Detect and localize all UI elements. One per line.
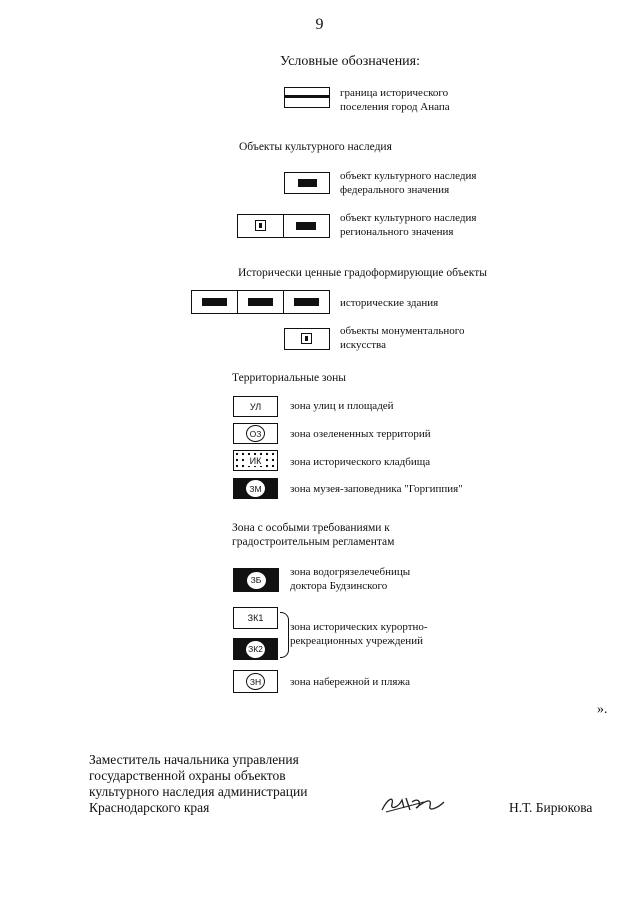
zone-zk1-symbol bbox=[233, 607, 278, 629]
historic-buildings-label: исторические здания bbox=[340, 297, 439, 309]
special-zones-title-line1: Зона с особыми требованиями к bbox=[232, 522, 390, 534]
zone-oz-label: зона озелененных территорий bbox=[290, 428, 431, 440]
zone-zk-label bbox=[290, 620, 428, 648]
handwritten-signature bbox=[376, 790, 448, 816]
zone-zk1-code: ЗК1 bbox=[247, 613, 264, 623]
zone-zb-code: ЗБ bbox=[247, 572, 266, 589]
zone-zn-label: зона набережной и пляжа bbox=[290, 676, 410, 688]
valuable-objects-section-title: Исторически ценные градоформирующие объекты bbox=[238, 267, 487, 279]
regional-heritage-label-line2: регионального значения bbox=[340, 226, 454, 238]
federal-heritage-label-line2: федерального значения bbox=[340, 184, 450, 196]
signatory-position-line1: Заместитель начальника управления bbox=[89, 752, 299, 767]
zone-zb-label-line2: доктора Будзинского bbox=[290, 580, 388, 592]
zone-zb-symbol bbox=[233, 568, 279, 592]
zone-zm-symbol bbox=[233, 478, 278, 499]
signatory-position-line3: культурного наследия администрации bbox=[89, 784, 308, 799]
historic-building-cell bbox=[192, 291, 238, 313]
monumental-art-label-line2: искусства bbox=[340, 339, 386, 351]
zone-zk-label-line2: рекреационных учреждений bbox=[290, 635, 423, 647]
signatory-position bbox=[89, 752, 307, 816]
historic-building-mark bbox=[202, 298, 227, 306]
boundary-symbol bbox=[284, 87, 330, 108]
zone-oz-code: ОЗ bbox=[246, 425, 265, 442]
zone-zm-code: ЗМ bbox=[246, 480, 265, 497]
regional-heritage-label-line1: объект культурного наследия bbox=[340, 212, 477, 224]
monument-icon bbox=[255, 220, 266, 231]
zone-zb-label bbox=[290, 565, 410, 593]
territorial-zones-title: Территориальные зоны bbox=[232, 372, 347, 384]
monumental-art-symbol bbox=[284, 328, 330, 350]
boundary-label-line2: поселения город Анапа bbox=[340, 101, 450, 113]
page-number: 9 bbox=[315, 16, 324, 33]
zone-ul-code: УЛ bbox=[249, 401, 262, 412]
special-zones-title bbox=[232, 521, 394, 549]
federal-heritage-mark bbox=[298, 179, 317, 187]
regional-heritage-cell-monument bbox=[238, 215, 284, 237]
boundary-line bbox=[285, 95, 329, 98]
zone-ik-label: зона исторического кладбища bbox=[290, 456, 431, 468]
historic-building-cell bbox=[238, 291, 284, 313]
historic-buildings-symbol bbox=[191, 290, 330, 314]
zone-oz-symbol bbox=[233, 423, 278, 444]
zone-zm-label: зона музея-заповедника "Горгиппия" bbox=[290, 483, 463, 495]
regional-heritage-cell-building bbox=[284, 215, 330, 237]
federal-heritage-label bbox=[340, 169, 476, 197]
signatory-position-line2: государственной охраны объектов bbox=[89, 768, 286, 783]
zone-zk-label-line1: зона исторических курортно- bbox=[290, 621, 428, 633]
historic-building-mark bbox=[248, 298, 273, 306]
heritage-section-title: Объекты культурного наследия bbox=[239, 141, 392, 153]
zone-ul-symbol bbox=[233, 396, 278, 417]
monumental-art-label-line1: объекты монументального bbox=[340, 325, 465, 337]
regional-heritage-symbol bbox=[237, 214, 330, 238]
boundary-label-line1: граница исторического bbox=[340, 87, 449, 99]
historic-building-cell bbox=[284, 291, 330, 313]
zone-zn-symbol bbox=[233, 670, 278, 693]
zone-zn-code: ЗН bbox=[246, 673, 265, 690]
zone-ik-code: ИК bbox=[249, 455, 262, 466]
historic-building-mark bbox=[294, 298, 319, 306]
monument-icon bbox=[301, 333, 312, 344]
regional-heritage-mark bbox=[296, 222, 316, 230]
federal-heritage-label-line1: объект культурного наследия bbox=[340, 170, 477, 182]
signatory-name: Н.Т. Бирюкова bbox=[509, 800, 593, 815]
boundary-label bbox=[340, 86, 450, 114]
legend-title: Условные обозначения: bbox=[279, 54, 421, 69]
special-zones-title-line2: градостроительным регламентам bbox=[232, 536, 395, 548]
monumental-art-label bbox=[340, 324, 465, 352]
zone-zb-label-line1: зона водогрязелечебницы bbox=[290, 566, 411, 578]
zk-grouping-brace bbox=[280, 612, 289, 658]
regional-heritage-label bbox=[340, 211, 476, 239]
zone-ik-symbol bbox=[233, 450, 278, 471]
zone-zk2-symbol bbox=[233, 638, 278, 660]
closing-quote: ». bbox=[597, 702, 608, 717]
zone-zk2-code: ЗК2 bbox=[246, 641, 265, 658]
zone-ul-label: зона улиц и площадей bbox=[290, 400, 394, 412]
signatory-position-line4: Краснодарского края bbox=[89, 800, 210, 815]
federal-heritage-symbol bbox=[284, 172, 330, 194]
